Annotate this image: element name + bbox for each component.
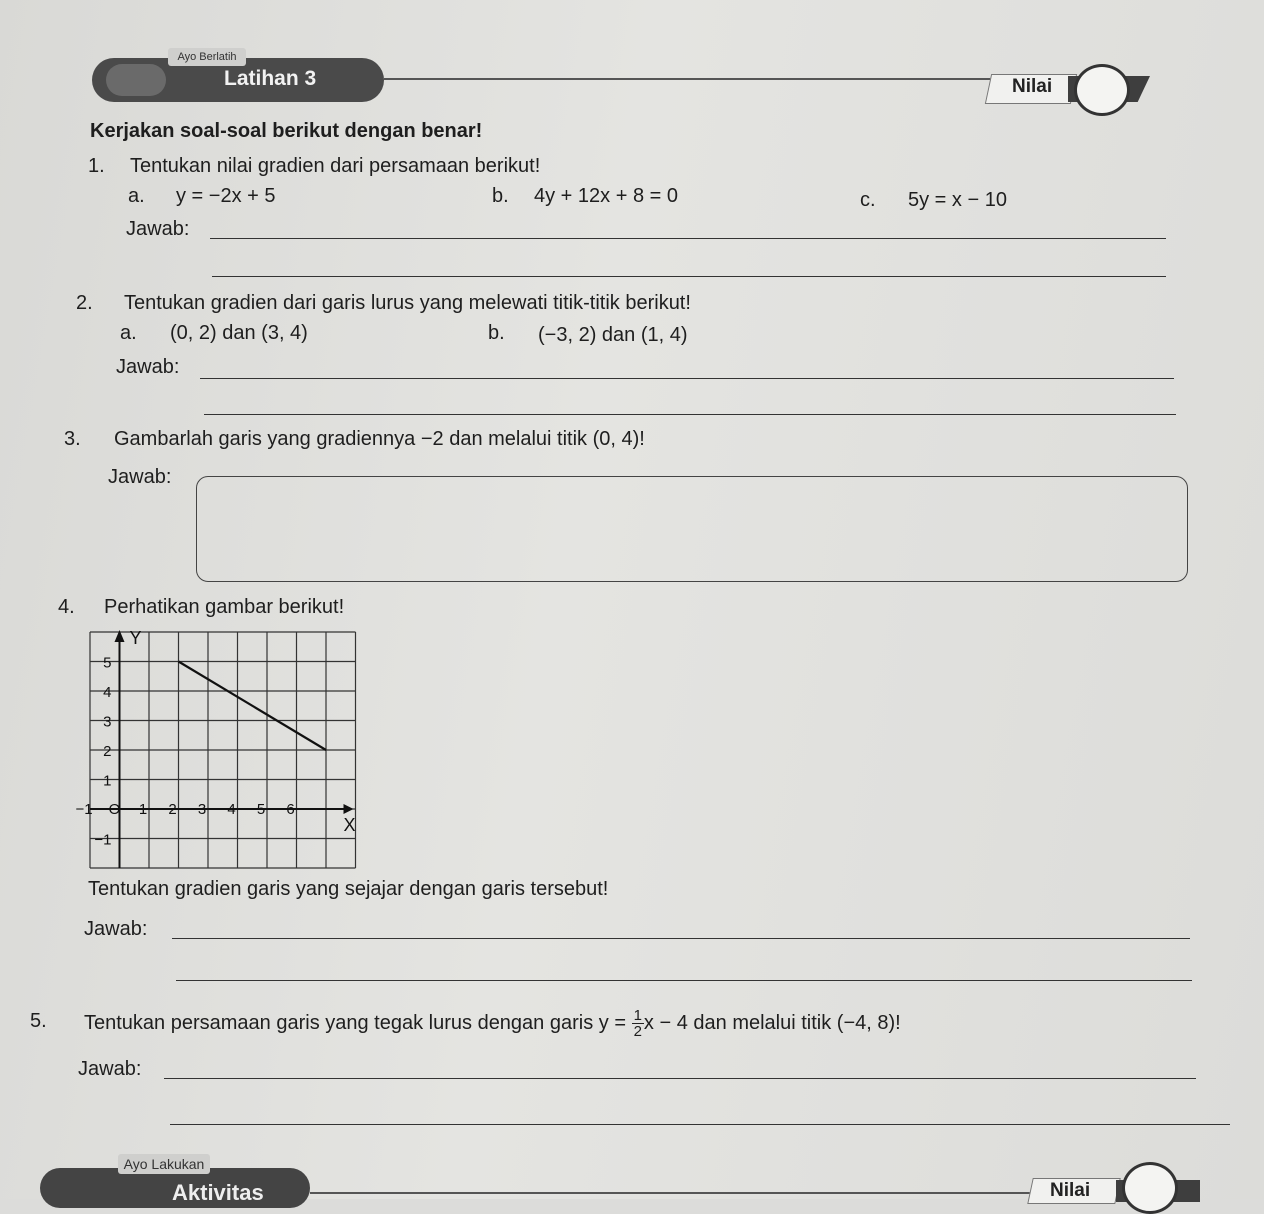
x-tick-label: 6 xyxy=(286,801,295,818)
footer-rule xyxy=(310,1192,1030,1194)
q1-c-label: c. xyxy=(860,189,876,211)
q3-answer-label: Jawab: xyxy=(108,466,172,488)
y-tick-label: 5 xyxy=(103,654,112,672)
q1-b-label: b. xyxy=(492,185,509,207)
q1-number: 1. xyxy=(88,155,105,177)
q3-text: Gambarlah garis yang gradiennya −2 dan melalui titik (0, 4)! xyxy=(114,428,645,450)
q1-answer-line-2[interactable] xyxy=(212,276,1166,277)
q4-answer-label: Jawab: xyxy=(84,918,148,940)
x-tick-label: 5 xyxy=(256,801,266,818)
y-tick-label: 4 xyxy=(103,684,112,701)
q4-number: 4. xyxy=(58,596,75,618)
q1-c-expr: 5y = x − 10 xyxy=(908,189,1007,211)
x-tick-label: 1 xyxy=(138,801,148,818)
footer-score-label: Nilai xyxy=(1050,1180,1091,1201)
q1-b-expr: 4y + 12x + 8 = 0 xyxy=(534,185,678,207)
header-tag: Ayo Berlatih xyxy=(168,48,246,66)
q5-fraction xyxy=(632,1008,644,1039)
q5-number: 5. xyxy=(30,1010,47,1032)
q2-a-expr: (0, 2) dan (3, 4) xyxy=(170,322,308,344)
score-circle[interactable] xyxy=(1074,64,1130,116)
q5-answer-label: Jawab: xyxy=(78,1058,142,1080)
header-rule xyxy=(384,78,994,80)
q4-text: Perhatikan gambar berikut! xyxy=(104,596,345,618)
x-axis-label: X xyxy=(343,815,356,835)
score-box xyxy=(988,70,1158,104)
q2-b-label: b. xyxy=(488,322,505,344)
footer-title: Aktivitas xyxy=(172,1180,264,1205)
score-label: Nilai xyxy=(1012,76,1053,97)
x-tick-label: 4 xyxy=(227,801,236,818)
q2-answer-line-2[interactable] xyxy=(204,414,1176,415)
footer-tag: Ayo Lakukan xyxy=(118,1154,210,1174)
q5-text-after: x − 4 dan melalui titik (−4, 8)! xyxy=(643,1011,901,1034)
q5-frac-den: 2 xyxy=(633,1023,642,1040)
q5-answer-line-2[interactable] xyxy=(170,1124,1230,1125)
coordinate-grid-chart xyxy=(75,628,362,860)
pencil-icon xyxy=(106,64,166,96)
q5-text-before: Tentukan persamaan garis yang tegak lurus dengan garis y = xyxy=(84,1011,627,1034)
page-title: Latihan 3 xyxy=(224,67,317,90)
x-axis-arrow xyxy=(344,804,354,814)
y-axis-label: Y xyxy=(129,628,142,648)
footer-score-box xyxy=(1030,1176,1210,1202)
q2-text: Tentukan gradien dari garis lurus yang melewati titik-titik berikut! xyxy=(124,292,691,314)
x-tick-label: 2 xyxy=(168,801,177,818)
y-tick-label: 2 xyxy=(103,743,112,760)
q5-frac-num: 1 xyxy=(633,1007,642,1024)
y-tick-label: 1 xyxy=(103,772,112,790)
q2-b-expr: (−3, 2) dan (1, 4) xyxy=(538,324,688,346)
q3-answer-box[interactable] xyxy=(196,476,1188,582)
q5-answer-line-1[interactable] xyxy=(164,1078,1196,1079)
q1-answer-label: Jawab: xyxy=(126,218,190,240)
q1-text: Tentukan nilai gradien dari persamaan berikut! xyxy=(130,155,541,177)
q2-answer-line-1[interactable] xyxy=(200,378,1174,379)
x-tick-label: −1 xyxy=(75,801,93,818)
y-tick-label: 3 xyxy=(103,713,112,731)
q4-answer-line-2[interactable] xyxy=(176,980,1192,981)
q1-a-label: a. xyxy=(128,185,145,207)
series-line xyxy=(179,662,327,751)
footer-score-circle[interactable] xyxy=(1122,1162,1178,1214)
q1-answer-line-1[interactable] xyxy=(210,238,1166,239)
y-tick-label: −1 xyxy=(94,831,112,849)
q1-a-expr: y = −2x + 5 xyxy=(176,185,276,207)
q5-text xyxy=(84,1008,901,1039)
q2-number: 2. xyxy=(76,292,93,314)
q3-number: 3. xyxy=(64,428,81,450)
origin-label: O xyxy=(108,801,121,818)
instruction: Kerjakan soal-soal berikut dengan benar! xyxy=(90,120,483,142)
q4-answer-line-1[interactable] xyxy=(172,938,1190,939)
q2-a-label: a. xyxy=(120,322,137,344)
x-tick-label: 3 xyxy=(197,801,207,818)
q2-answer-label: Jawab: xyxy=(116,356,180,378)
q4-question: Tentukan gradien garis yang sejajar dengan garis tersebut! xyxy=(88,878,609,900)
